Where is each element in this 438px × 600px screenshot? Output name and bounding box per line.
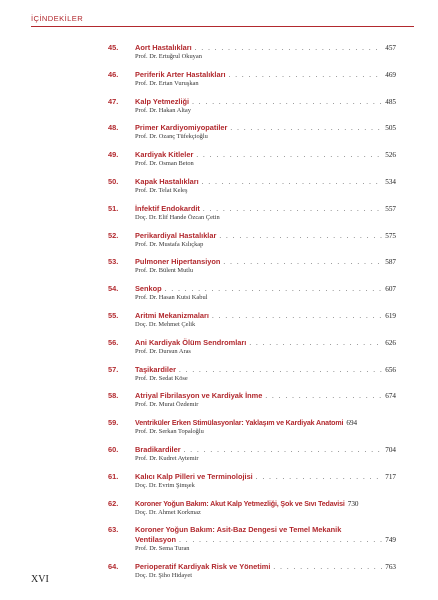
chapter-title[interactable]: Kalp Yetmezliği: [135, 96, 190, 106]
page-number: 469: [385, 70, 396, 79]
chapter-number: 62.: [108, 498, 119, 508]
page-header-title: İÇİNDEKİLER: [31, 14, 84, 23]
chapter-author: Prof. Dr. Ertan Vuruşkan: [135, 79, 199, 87]
chapter-author: Prof. Dr. Mustafa Kılıçkap: [135, 240, 204, 248]
title-line: [135, 231, 396, 241]
page-number: 557: [385, 204, 396, 213]
page-number: 526: [385, 151, 396, 160]
dot-leader: [219, 231, 382, 241]
chapter-author: Prof. Dr. Hakan Altay: [135, 106, 191, 114]
toc-entry-56[interactable]: [108, 337, 396, 356]
toc-entry-59[interactable]: [108, 418, 396, 436]
page-number: 607: [385, 285, 396, 294]
chapter-title[interactable]: Kapak Hastalıkları: [135, 176, 199, 186]
toc-entry-52[interactable]: [108, 230, 396, 249]
chapter-number: 50.: [108, 176, 119, 186]
page-number: 749: [385, 536, 396, 545]
chapter-title[interactable]: Aritmi Mekanizmaları: [135, 310, 209, 320]
toc-entry-58[interactable]: [108, 391, 396, 409]
chapter-author: Prof. Dr. Hasan Kutsi Kabul: [135, 294, 208, 302]
dot-leader: [192, 97, 382, 107]
toc-entry-51[interactable]: [108, 203, 396, 222]
chapter-number: 57.: [108, 364, 119, 374]
chapter-title[interactable]: Ani Kardiyak Ölüm Sendromları: [135, 337, 247, 347]
title-line: [135, 150, 396, 160]
page-number: 619: [385, 311, 396, 320]
dot-leader: [165, 284, 383, 294]
toc-entry-53[interactable]: [108, 257, 396, 275]
dot-leader: [203, 204, 382, 214]
page-number: 587: [385, 258, 396, 267]
toc-entry-61[interactable]: [108, 471, 396, 490]
chapter-number: 56.: [108, 337, 119, 347]
dot-leader: [196, 150, 382, 160]
chapter-number: 51.: [108, 203, 119, 213]
chapter-title[interactable]: Pulmoner Hipertansiyon: [135, 257, 221, 267]
toc-entry-60[interactable]: [108, 444, 396, 463]
chapter-number: 53.: [108, 257, 119, 267]
footer-page-number: XVI: [31, 574, 49, 585]
chapter-author: Prof. Dr. Telat Keleş: [135, 186, 188, 194]
chapter-title[interactable]: Koroner Yoğun Bakım: Akut Kalp Yetmezliği, Şok ve Sıvı Tedavisi: [135, 499, 345, 508]
page-number: 575: [385, 231, 396, 240]
chapter-author: Doç. Dr. Şiho Hidayet: [135, 572, 192, 580]
header-divider: [31, 26, 414, 27]
title-line: [135, 365, 396, 375]
chapter-title[interactable]: İnfektif Endokardit: [135, 203, 200, 213]
dot-leader: [223, 257, 382, 267]
chapter-author: Prof. Dr. Sedat Köse: [135, 374, 188, 382]
dot-leader: [249, 338, 382, 348]
chapter-title[interactable]: Perikardiyal Hastalıklar: [135, 230, 217, 240]
chapter-number: 61.: [108, 471, 119, 481]
chapter-author: Prof. Dr. Bülent Mutlu: [135, 267, 194, 275]
dot-leader: [184, 445, 383, 455]
chapter-number: 48.: [108, 123, 119, 133]
chapter-author: Prof. Dr. Osman Beton: [135, 160, 194, 168]
title-line: [135, 70, 396, 80]
page-number: 656: [385, 365, 396, 374]
chapter-number: 46.: [108, 69, 119, 79]
chapter-number: 47.: [108, 96, 119, 106]
dot-leader: [273, 562, 382, 572]
title-line: [135, 177, 396, 187]
page-number: 674: [385, 392, 396, 401]
page-number: 704: [385, 445, 396, 454]
chapter-author: Prof. Dr. Dursun Aras: [135, 347, 191, 355]
chapter-number: 49.: [108, 150, 119, 160]
chapter-number: 54.: [108, 284, 119, 294]
chapter-author: Prof. Dr. Serkan Topaloğlu: [135, 428, 204, 436]
toc-entry-46[interactable]: [108, 69, 396, 88]
toc-entry-47[interactable]: [108, 96, 396, 115]
page-number: 485: [385, 97, 396, 106]
chapter-title[interactable]: Aort Hastalıkları: [135, 43, 192, 52]
toc-entry-64[interactable]: [108, 562, 396, 580]
chapter-author: Prof. Dr. Kudret Aytemir: [135, 454, 199, 462]
chapter-title-first-line[interactable]: Koroner Yoğun Bakım: Asit-Baz Dengesi ve Temel Mekanik: [135, 525, 342, 535]
chapter-title[interactable]: Senkop: [135, 284, 162, 294]
chapter-title[interactable]: Perioperatif Kardiyak Risk ve Yönetimi: [135, 562, 271, 572]
title-line: [135, 391, 396, 401]
title-line: [135, 204, 396, 214]
chapter-title[interactable]: Kalıcı Kalp Pilleri ve Terminolojisi: [135, 471, 253, 481]
title-line: [135, 43, 396, 53]
page-number: 717: [385, 472, 396, 481]
toc-entry-45[interactable]: [108, 43, 396, 61]
title-line: [135, 445, 396, 455]
title-line: [135, 311, 396, 321]
title-line: [135, 562, 396, 572]
dot-leader: [179, 365, 382, 375]
toc-entry-48[interactable]: [108, 123, 396, 141]
page-number: 457: [385, 44, 396, 52]
title-line: [135, 284, 396, 294]
chapter-number: 52.: [108, 230, 119, 240]
page-number: 534: [385, 177, 396, 186]
toc-entry-49[interactable]: [108, 150, 396, 168]
chapter-title[interactable]: Ventriküler Erken Stimülasyonlar: Yaklaşım ve Kardiyak Anatomi: [135, 419, 344, 428]
chapter-author: Prof. Dr. Murat Özdemir: [135, 401, 199, 409]
dot-leader: [179, 535, 382, 545]
page-number: 730: [347, 499, 359, 508]
chapter-title[interactable]: Taşikardiler: [135, 364, 176, 374]
dot-leader: [212, 311, 382, 321]
chapter-author: Doç. Dr. Evrim Şimşek: [135, 481, 195, 489]
toc-entry-63[interactable]: [108, 525, 396, 553]
page-number: 505: [385, 124, 396, 133]
chapter-number: 55.: [108, 310, 119, 320]
chapter-title-second-line[interactable]: Ventilasyon: [135, 535, 177, 545]
dot-leader: [230, 123, 382, 133]
toc-entry-62[interactable]: [108, 498, 396, 517]
chapter-number: 59.: [108, 418, 119, 428]
chapter-author: Prof. Dr. Ozanç Tüfekçioğlu: [135, 133, 208, 141]
chapter-author: Prof. Dr. Sema Turan: [135, 545, 190, 553]
chapter-title[interactable]: Primer Kardiyomiyopatiler: [135, 123, 228, 133]
page-number: 626: [385, 338, 396, 347]
chapter-title[interactable]: Kardiyak Kitleler: [135, 150, 194, 160]
page-number: 763: [385, 563, 396, 572]
chapter-author: Doç. Dr. Mehmet Çelik: [135, 320, 196, 328]
toc-entry-54[interactable]: [108, 284, 396, 302]
page-number: 694: [346, 419, 358, 428]
table-of-contents: [0, 43, 438, 589]
chapter-number: 60.: [108, 444, 119, 454]
toc-entry-55[interactable]: [108, 310, 396, 329]
chapter-number: 63.: [108, 525, 119, 535]
dot-leader: [229, 70, 383, 80]
title-line: [135, 472, 396, 482]
chapter-title[interactable]: Atriyal Fibrilasyon ve Kardiyak İnme: [135, 391, 263, 401]
dot-leader: [202, 177, 383, 187]
title-line: [135, 97, 396, 107]
title-line: [135, 338, 396, 348]
dot-leader: [265, 391, 382, 401]
chapter-author: Doç. Dr. Ahmet Korkmaz: [135, 508, 201, 516]
dot-leader: [195, 43, 383, 53]
title-line: [135, 418, 396, 428]
chapter-author: Doç. Dr. Elif Hande Özcan Çetin: [135, 213, 220, 221]
chapter-number: 64.: [108, 562, 119, 572]
chapter-number: 45.: [108, 43, 119, 52]
title-line: [135, 535, 396, 545]
title-line: [135, 123, 396, 133]
dot-leader: [256, 472, 382, 482]
chapter-author: Prof. Dr. Ertuğrul Okuyan: [135, 53, 202, 60]
toc-entry-50[interactable]: [108, 176, 396, 195]
title-line: [135, 257, 396, 267]
chapter-title[interactable]: Periferik Arter Hastalıkları: [135, 69, 226, 79]
chapter-title[interactable]: Bradikardiler: [135, 444, 181, 454]
toc-entry-57[interactable]: [108, 364, 396, 383]
title-line: [135, 499, 396, 509]
chapter-number: 58.: [108, 391, 119, 401]
